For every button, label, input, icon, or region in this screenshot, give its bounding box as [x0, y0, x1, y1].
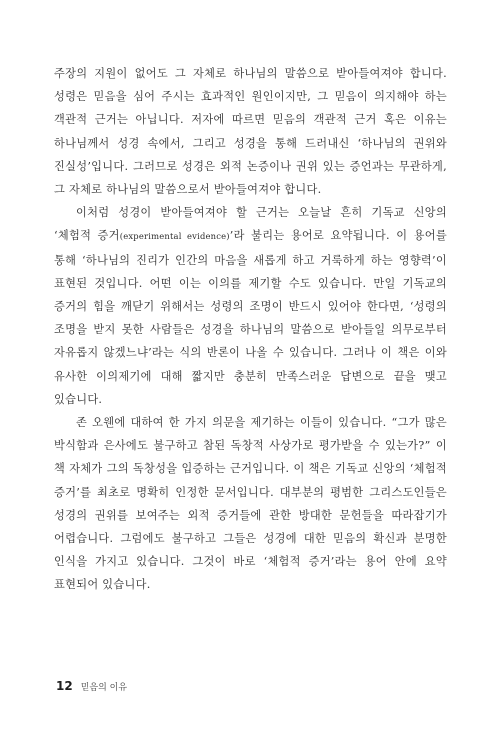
page-body	[54, 62, 447, 597]
paragraph-2-text-a: 이처럼 성경이 받아들여져야 할 근거는 오늘날 흔히 기독교 신앙의 ‘체험적 증거	[54, 206, 447, 243]
paragraph-1: 주장의 지원이 없어도 그 자체로 하나님의 말씀으로 받아들여져야 합니다. 성령은 믿음을 심어 주시는 효과적인 원인이지만, 그 믿음이 의지해야 하는 객관적 근거는 아닙니다. 저자에 따르면 믿음의 객관적 근거 혹은 이유는 하나님께서 성경 속에서, 그리고 성경을 통해 드러내신 ‘하나님의 권위와 진실성’입니다. 그러므로 성경은 외적 논증이나 권위 있는 증언과는 무관하게, 그 자체로 하나님의 말씀으로서 받아들여져야 합니다.	[54, 67, 447, 197]
running-title: 믿음의 이유	[80, 683, 128, 693]
page-footer	[56, 679, 127, 693]
english-gloss: (experimental evidence)	[119, 231, 230, 242]
page-number: 12	[56, 679, 73, 693]
paragraph-2-text-b: ’라 불리는 용어로 요약됩니다. 이 용어를 통해 ‘하나님의 진리가 인간의 마음을 새롭게 하고 거룩하게 하는 영향력’이 표현된 것입니다. 어떤 이는 이의를 제기할 수도 있습니다. 만일 기독교의 증거의 힘을 깨닫기 위해서는 성령의 조명이 반드시 있어야 한다면, ‘성령의 조명을 받지 못한 사람들은 성경을 하나님의 말씀으로 받아들일 의무로부터 자유롭지 않겠느냐’라는 식의 반론이 나올 수 있습니다. 그러나 이 책은 이와 유사한 이의제기에 대해 짧지만 충분히 만족스러운 답변으로 끝을 맺고 있습니다.	[54, 229, 447, 406]
paragraph-3: 존 오웬에 대하여 한 가지 의문을 제기하는 이들이 있습니다. “그가 많은 박식함과 은사에도 불구하고 참된 독창적 사상가로 평가받을 수 있는가?” 이 책 자체가 그의 독창성을 입증하는 근거입니다. 이 책은 기독교 신앙의 ‘체험적 증거’를 최초로 명확히 인정한 문서입니다. 대부분의 평범한 그리스도인들은 성경의 권위를 보여주는 외적 증거들에 관한 방대한 문헌들을 따라잡기가 어렵습니다. 그럼에도 불구하고 그들은 성경에 대한 믿음의 확신과 분명한 인식을 가지고 있습니다. 그것이 바로 ‘체험적 증거’라는 용어 안에 요약 표현되어 있습니다.	[54, 416, 447, 592]
paragraph-2	[54, 201, 447, 411]
